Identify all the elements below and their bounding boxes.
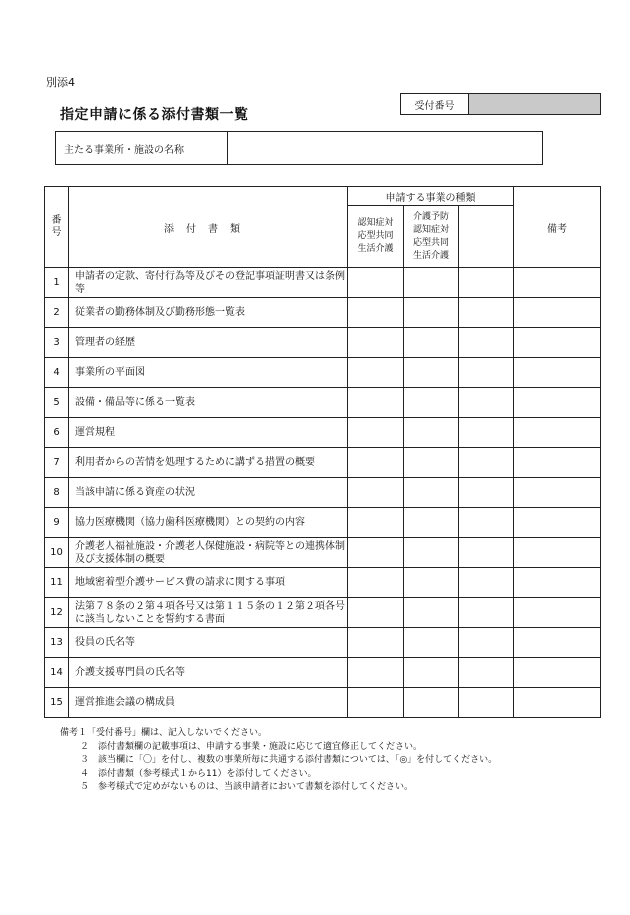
row-check-type-1[interactable] xyxy=(348,508,404,538)
row-document-name: 介護老人福祉施設・介護老人保健施設・病院等との連携体制及び支援体制の概要 xyxy=(69,538,348,568)
header-remarks: 備考 xyxy=(514,187,601,268)
row-remarks[interactable] xyxy=(514,328,601,358)
row-check-type-2[interactable] xyxy=(404,598,459,628)
row-remarks[interactable] xyxy=(514,658,601,688)
table-row xyxy=(45,448,601,478)
row-check-type-2[interactable] xyxy=(404,328,459,358)
row-check-type-3[interactable] xyxy=(459,418,514,448)
row-check-type-2[interactable] xyxy=(404,508,459,538)
row-check-type-2[interactable] xyxy=(404,688,459,718)
receipt-number-box xyxy=(400,93,601,115)
row-document-name: 運営規程 xyxy=(69,418,348,448)
table-row xyxy=(45,268,601,298)
row-check-type-3[interactable] xyxy=(459,538,514,568)
row-check-type-3[interactable] xyxy=(459,268,514,298)
page-title: 指定申請に係る添付書類一覧 xyxy=(60,107,249,123)
row-document-name: 運営推進会議の構成員 xyxy=(69,688,348,718)
table-row xyxy=(45,508,601,538)
row-check-type-1[interactable] xyxy=(348,568,404,598)
row-remarks[interactable] xyxy=(514,508,601,538)
header-number: 番号 xyxy=(45,187,69,268)
row-remarks[interactable] xyxy=(514,268,601,298)
row-check-type-1[interactable] xyxy=(348,268,404,298)
row-remarks[interactable] xyxy=(514,388,601,418)
row-check-type-2[interactable] xyxy=(404,658,459,688)
row-check-type-3[interactable] xyxy=(459,598,514,628)
notes xyxy=(60,727,497,795)
row-check-type-1[interactable] xyxy=(348,478,404,508)
row-number: 14 xyxy=(45,658,69,688)
row-document-name: 管理者の経歴 xyxy=(69,328,348,358)
table-row xyxy=(45,598,601,628)
row-remarks[interactable] xyxy=(514,598,601,628)
row-remarks[interactable] xyxy=(514,538,601,568)
table-row xyxy=(45,658,601,688)
row-remarks[interactable] xyxy=(514,298,601,328)
row-check-type-3[interactable] xyxy=(459,628,514,658)
table-row xyxy=(45,298,601,328)
row-check-type-1[interactable] xyxy=(348,598,404,628)
row-check-type-2[interactable] xyxy=(404,418,459,448)
row-number: 2 xyxy=(45,298,69,328)
row-document-name: 介護支援専門員の氏名等 xyxy=(69,658,348,688)
row-check-type-1[interactable] xyxy=(348,658,404,688)
facility-name-box xyxy=(55,131,543,165)
table-row xyxy=(45,478,601,508)
row-check-type-3[interactable] xyxy=(459,658,514,688)
table-row xyxy=(45,538,601,568)
row-check-type-2[interactable] xyxy=(404,628,459,658)
row-check-type-1[interactable] xyxy=(348,358,404,388)
row-number: 13 xyxy=(45,628,69,658)
row-number: 11 xyxy=(45,568,69,598)
row-check-type-2[interactable] xyxy=(404,478,459,508)
row-check-type-3[interactable] xyxy=(459,328,514,358)
header-document-name: 添付書類 xyxy=(69,187,348,268)
note-item: ５ 参考様式で定めがないものは、当該申請者において書類を添付してください。 xyxy=(80,782,414,792)
receipt-number-label: 受付番号 xyxy=(401,94,469,114)
table-row xyxy=(45,328,601,358)
row-check-type-3[interactable] xyxy=(459,358,514,388)
row-number: 6 xyxy=(45,418,69,448)
row-remarks[interactable] xyxy=(514,478,601,508)
row-document-name: 法第７８条の２第４項各号又は第１１５条の１２第２項各号に該当しないことを誓約する書面 xyxy=(69,598,348,628)
row-remarks[interactable] xyxy=(514,448,601,478)
table-row xyxy=(45,628,601,658)
row-number: 1 xyxy=(45,268,69,298)
row-check-type-1[interactable] xyxy=(348,328,404,358)
attachments-table xyxy=(44,186,601,718)
note-item: ２ 添付書類欄の記載事項は、申請する事業・施設に応じて適宜修正してください。 xyxy=(80,741,423,752)
row-check-type-1[interactable] xyxy=(348,628,404,658)
row-check-type-2[interactable] xyxy=(404,448,459,478)
row-document-name: 当該申請に係る資産の状況 xyxy=(69,478,348,508)
header-type-3 xyxy=(459,206,514,268)
row-check-type-2[interactable] xyxy=(404,388,459,418)
row-document-name: 事業所の平面図 xyxy=(69,358,348,388)
table-row xyxy=(45,688,601,718)
receipt-number-field[interactable] xyxy=(469,94,600,114)
note-item: ３ 該当欄に「〇」を付し、複数の事業所毎に共通する添付書類については、「◎」を付してください。 xyxy=(80,755,498,765)
row-document-name: 利用者からの苦情を処理するために講ずる措置の概要 xyxy=(69,448,348,478)
row-check-type-2[interactable] xyxy=(404,298,459,328)
row-document-name: 設備・備品等に係る一覧表 xyxy=(69,388,348,418)
row-check-type-1[interactable] xyxy=(348,538,404,568)
row-number: 7 xyxy=(45,448,69,478)
row-remarks[interactable] xyxy=(514,628,601,658)
table-row xyxy=(45,568,601,598)
row-document-name: 従業者の勤務体制及び勤務形態一覧表 xyxy=(69,298,348,328)
row-document-name: 協力医療機関（協力歯科医療機関）との契約の内容 xyxy=(69,508,348,538)
table-row xyxy=(45,358,601,388)
row-check-type-3[interactable] xyxy=(459,508,514,538)
row-check-type-3[interactable] xyxy=(459,448,514,478)
row-number: 15 xyxy=(45,688,69,718)
row-number: 5 xyxy=(45,388,69,418)
row-check-type-2[interactable] xyxy=(404,268,459,298)
row-check-type-1[interactable] xyxy=(348,688,404,718)
row-check-type-2[interactable] xyxy=(404,568,459,598)
row-number: 4 xyxy=(45,358,69,388)
row-document-name: 申請者の定款、寄付行為等及びその登記事項証明書又は条例等 xyxy=(69,268,348,298)
note-item: 備考１「受付番号」欄は、記入しないでください。 xyxy=(60,728,268,738)
row-check-type-2[interactable] xyxy=(404,538,459,568)
note-item: ４ 添付書類（参考様式１から11）を添付してください。 xyxy=(80,768,317,779)
row-check-type-3[interactable] xyxy=(459,568,514,598)
row-remarks[interactable] xyxy=(514,568,601,598)
row-number: 8 xyxy=(45,478,69,508)
facility-name-label: 主たる事業所・施設の名称 xyxy=(56,132,228,164)
annex-label: 別添4 xyxy=(46,76,75,89)
row-number: 12 xyxy=(45,598,69,628)
row-document-name: 役員の氏名等 xyxy=(69,628,348,658)
row-check-type-1[interactable] xyxy=(348,388,404,418)
row-check-type-1[interactable] xyxy=(348,448,404,478)
table-row xyxy=(45,418,601,448)
row-remarks[interactable] xyxy=(514,418,601,448)
row-check-type-3[interactable] xyxy=(459,298,514,328)
row-check-type-1[interactable] xyxy=(348,418,404,448)
row-check-type-3[interactable] xyxy=(459,688,514,718)
row-document-name: 地域密着型介護サービス費の請求に関する事項 xyxy=(69,568,348,598)
row-check-type-3[interactable] xyxy=(459,388,514,418)
row-remarks[interactable] xyxy=(514,358,601,388)
header-type-1: 認知症対応型共同生活介護 xyxy=(348,206,404,268)
row-check-type-1[interactable] xyxy=(348,298,404,328)
row-number: 10 xyxy=(45,538,69,568)
header-business-types: 申請する事業の種類 xyxy=(348,187,514,206)
row-number: 9 xyxy=(45,508,69,538)
row-check-type-2[interactable] xyxy=(404,358,459,388)
row-remarks[interactable] xyxy=(514,688,601,718)
table-row xyxy=(45,388,601,418)
row-number: 3 xyxy=(45,328,69,358)
header-type-2: 介護予防認知症対応型共同生活介護 xyxy=(404,206,459,268)
facility-name-field[interactable] xyxy=(228,132,542,164)
row-check-type-3[interactable] xyxy=(459,478,514,508)
